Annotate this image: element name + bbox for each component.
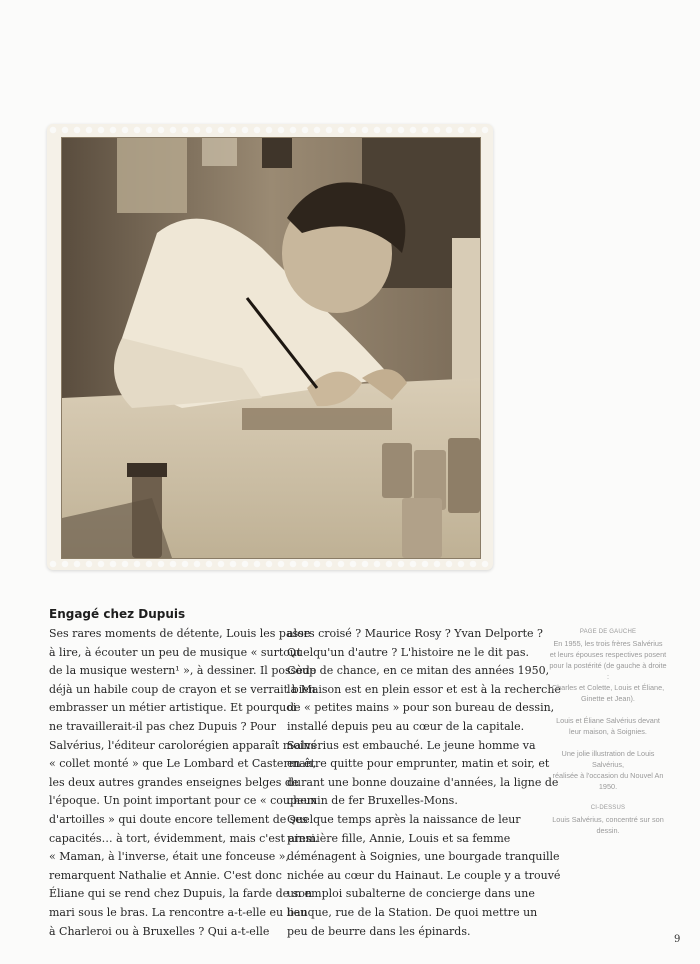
caption-line: pour la postérité (de gauche à droite : <box>549 661 667 681</box>
text-line: remarquent Nathalie et Annie. C'est donc <box>49 868 282 882</box>
sepia-photograph <box>61 137 481 559</box>
caption-line: Ginette et Jean). <box>581 694 635 703</box>
caption-title: PAGE DE GAUCHE <box>579 629 637 635</box>
text-line: embrasser un métier artistique. Et pourquoi <box>49 701 297 715</box>
text-line: Éliane qui se rend chez Dupuis, la farde de son <box>49 887 313 901</box>
text-line: première fille, Annie, Louis et sa femme <box>287 831 511 845</box>
text-line: ne travaillerait-il pas chez Dupuis ? Pour <box>49 719 276 733</box>
caption-line: Charles et Colette, Louis et Éliane, <box>551 683 665 692</box>
text-line: durant une bonne douzaine d'années, la ligne de <box>287 775 559 789</box>
caption-line: leur maison, à Soignies. <box>569 727 647 736</box>
text-line: « collet monté » que Le Lombard et Casterman, <box>49 757 317 771</box>
text-line: à Charleroi ou à Bruxelles ? Qui a-t-elle <box>49 924 270 938</box>
photo-frame <box>47 124 493 570</box>
photo-illustration <box>62 138 480 558</box>
caption-line: Louis Salvérius, concentré sur son dessin. <box>552 815 664 835</box>
text-line: Salvérius, l'éditeur carolorégien apparaît moins <box>49 738 317 752</box>
text-line: les deux autres grandes enseignes belges de <box>49 775 299 789</box>
text-line: Coup de chance, en ce mitan des années 1950, <box>287 664 550 678</box>
text-line: à lire, à écouter un peu de musique « surtout <box>49 645 302 659</box>
page-number: 9 <box>674 934 681 945</box>
text-line: un emploi subalterne de concierge dans une <box>287 887 535 901</box>
caption-line: En 1955, les trois frères Salvérius <box>553 639 663 648</box>
text-line: déménagent à Soignies, une bourgade tranquille <box>287 850 560 864</box>
caption-line: Louis et Éliane Salvérius devant <box>556 716 660 725</box>
text-line: Quelqu'un d'autre ? L'histoire ne le dit pas. <box>287 645 529 659</box>
text-line: « Maman, à l'inverse, était une fonceuse », <box>49 850 289 864</box>
caption-block <box>548 715 668 737</box>
text-line: nichée au cœur du Hainaut. Le couple y a trouvé <box>287 868 561 882</box>
text-line: alors croisé ? Maurice Rosy ? Yvan Delporte ? <box>287 627 543 640</box>
text-line: de la musique western¹ », à dessiner. Il possède <box>49 664 317 678</box>
text-line: banque, rue de la Station. De quoi mettre un <box>287 905 538 919</box>
text-line: d'artoilles » qui doute encore tellement de ses <box>49 812 308 826</box>
caption-line: Une jolie illustration de Louis Salvérius, <box>561 749 655 769</box>
caption-block <box>548 803 668 836</box>
section-heading: Engagé chez Dupuis <box>49 607 186 621</box>
caption-block <box>548 748 668 792</box>
text-line: de « petites mains » pour son bureau de dessin, <box>287 701 555 715</box>
text-line: déjà un habile coup de crayon et se verrait bien <box>49 682 316 696</box>
body-text-column-middle <box>287 625 561 941</box>
photo-captions <box>548 627 668 847</box>
text-line: Ses rares moments de détente, Louis les passe <box>49 627 311 640</box>
text-line: installé depuis peu au cœur de la capitale. <box>287 719 525 733</box>
caption-block <box>548 627 668 704</box>
text-line: Salvérius est embauché. Le jeune homme va <box>287 738 536 752</box>
body-text-column-left <box>49 625 319 941</box>
caption-line: et leurs épouses respectives posent <box>549 650 667 659</box>
caption-line: réalisée à l'occasion du Nouvel An 1950. <box>552 771 664 791</box>
text-line: Quelque temps après la naissance de leur <box>287 812 521 826</box>
text-line: capacités… à tort, évidemment, mais c'est ainsi. <box>49 831 319 845</box>
text-line: mari sous le bras. La rencontre a-t-elle eu lieu <box>49 905 308 919</box>
text-line: en être quitte pour emprunter, matin et soir, et <box>287 757 550 771</box>
text-line: peu de beurre dans les épinards. <box>287 924 471 938</box>
caption-title: CI-DESSUS <box>590 805 626 811</box>
text-line: l'époque. Un point important pour ce « coupeux <box>49 794 317 808</box>
text-line: chemin de fer Bruxelles-Mons. <box>287 794 458 808</box>
text-line: la Maison est en plein essor et est à la recherche <box>287 682 561 696</box>
